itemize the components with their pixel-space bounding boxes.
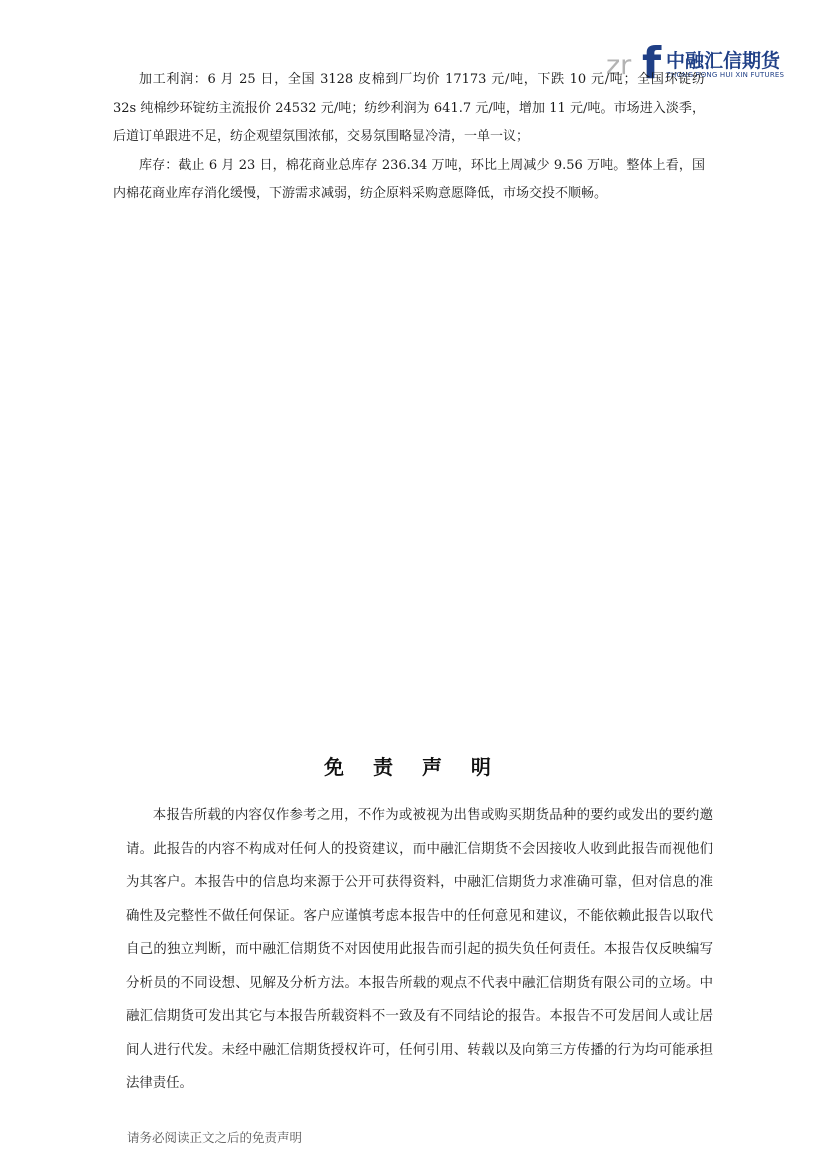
analysis-section (113, 66, 705, 209)
disclaimer-body (126, 799, 713, 1101)
inventory-paragraph: 库存：截止 6 月 23 日，棉花商业总库存 236.34 万吨，环比上周减少 9.56 万吨。整体上看，国内棉花商业库存消化缓慢，下游需求减弱，纺企原料采购意愿降低，市场交投不顺畅。 (113, 157, 705, 201)
logo-chinese-name: 中融汇信期货 (666, 50, 781, 72)
logo-english-name: ZHONG RONG HUI XIN FUTURES (666, 71, 785, 79)
disclaimer-text: 本报告所载的内容仅作参考之用，不作为或被视为出售或购买期货品种的要约或发出的要约邀请。此报告的内容不构成对任何人的投资建议，而中融汇信期货不会因接收人收到此报告而视他们为其客户。本报告中的信息均来源于公开可获得资料，中融汇信期货力求准确可靠，但对信息的准确性及完整性不做任何保证。客户应谨慎考虑本报告中的任何意见和建议，不能依赖此报告以取代自己的独立判断，而中融汇信期货不对因使用此报告而引起的损失负任何责任。本报告仅反映编写分析员的不同设想、见解及分析方法。本报告所载的观点不代表中融汇信期货有限公司的立场。中融汇信期货可发出其它与本报告所载资料不一致及有不同结论的报告。本报告不可发居间人或让居间人进行代发。未经中融汇信期货授权许可，任何引用、转载以及向第三方传播的行为均可能承担法律责任。 (126, 808, 713, 1091)
logo-mark-letters: zr (606, 50, 632, 81)
disclaimer-title: 免 责 声 明 (324, 755, 502, 779)
processing-profit-paragraph: 加工利润：6 月 25 日，全国 3128 皮棉到厂均价 17173 元/吨，下跌 10 元/吨；全国环锭纺 32s 纯棉纱环锭纺主流报价 24532 元/吨；纺纱利润为 641.7 元/吨，增加 11 元/吨。市场进入淡季，后道订单跟进不足，纺企观望氛围浓郁，交易氛围略显冷清，一单一议； (113, 72, 705, 144)
logo-mark-big-letter: f (642, 40, 662, 84)
footer-note: 请务必阅读正文之后的免责声明 (127, 1130, 303, 1145)
